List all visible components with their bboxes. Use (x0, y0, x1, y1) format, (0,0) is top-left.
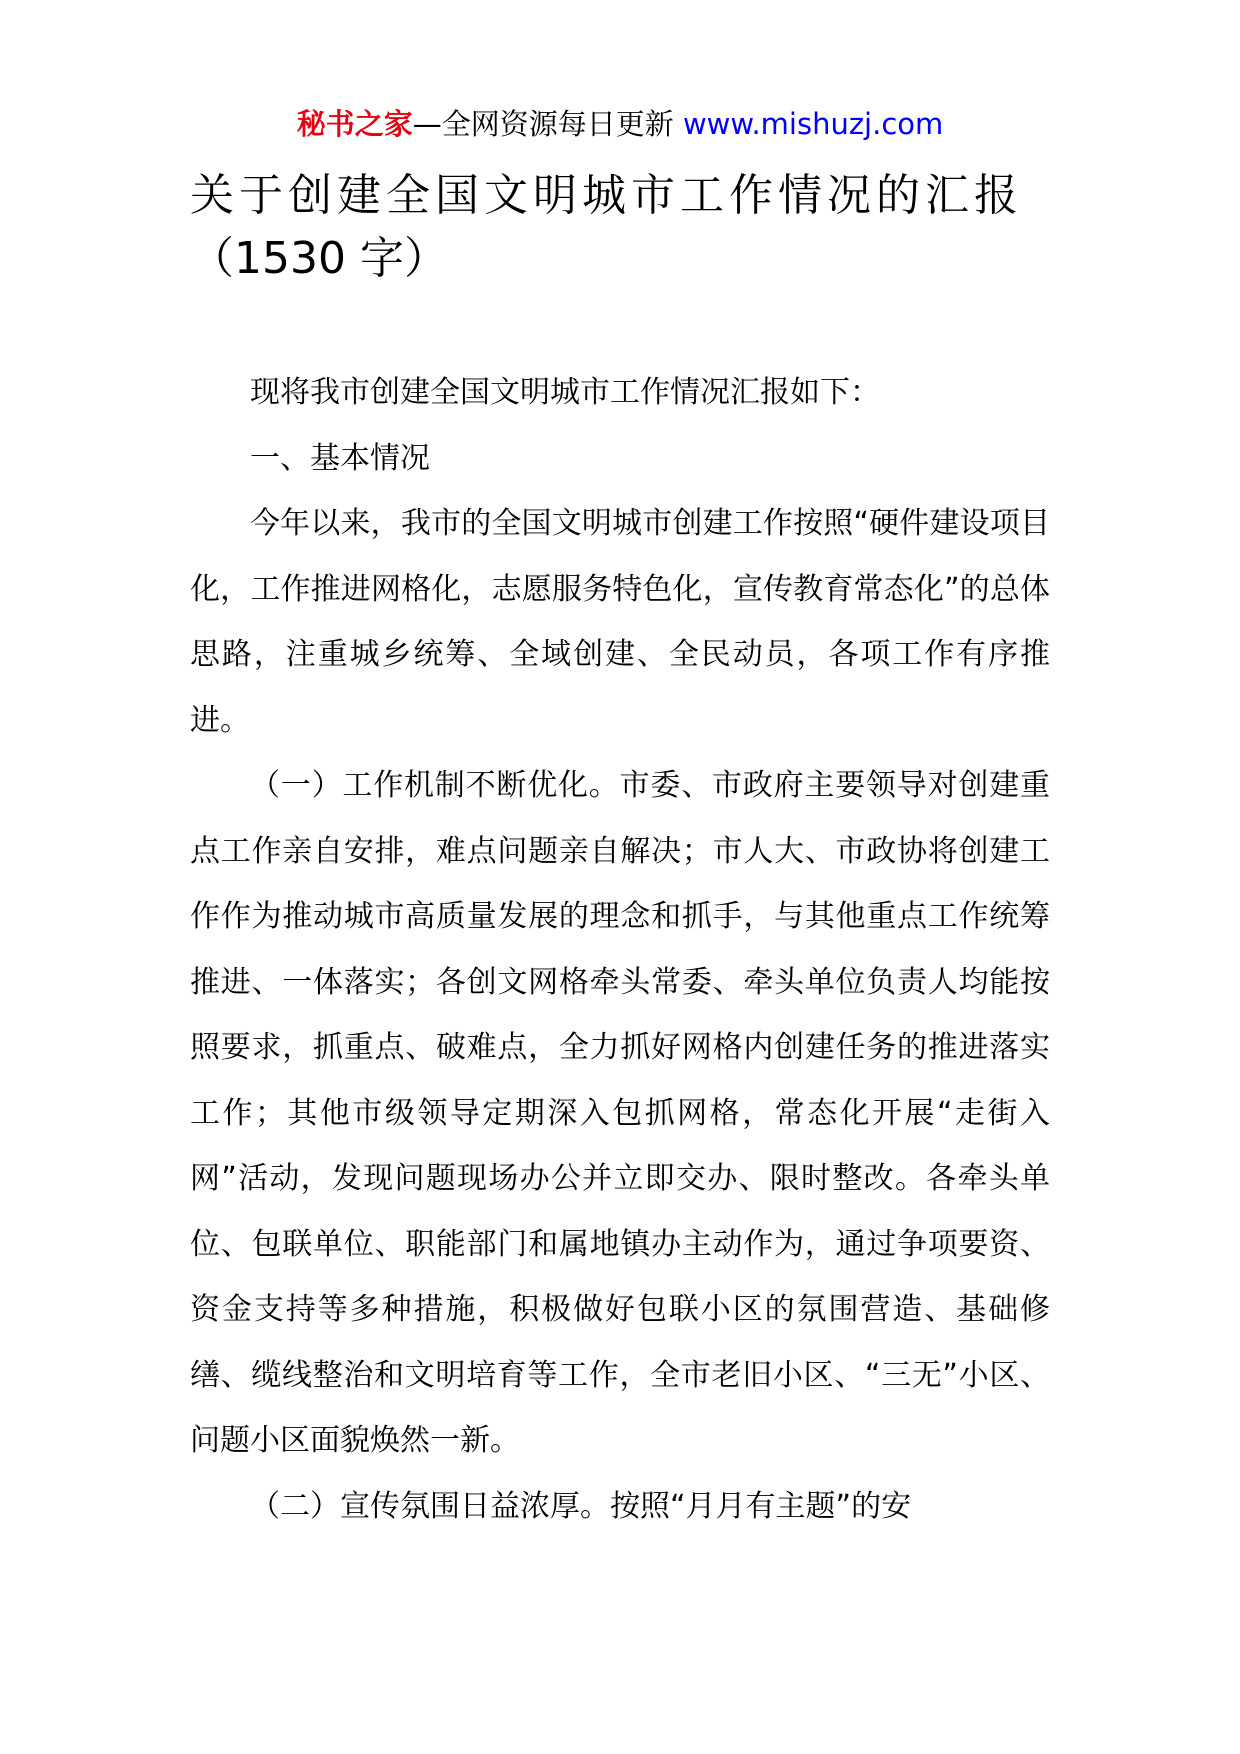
site-url-link[interactable]: www.mishuzj.com (682, 107, 944, 141)
site-slogan: —全网资源每日更新 (412, 107, 674, 141)
section-heading: 一、基本情况 (250, 440, 430, 476)
document-word-count: （1530 字） (190, 233, 448, 284)
body-paragraph: （二）宣传氛围日益浓厚。按照“月月有主题”的安 (250, 1488, 912, 1524)
intro-paragraph: 现将我市创建全国文明城市工作情况汇报如下： (250, 375, 880, 410)
body-paragraph: （一）工作机制不断优化。市委、市政府主要领导对创建重点工作亲自安排，难点问题亲自解决；市人大、市政协将创建工作作为推动城市高质量发展的理念和抓手，与其他重点工作统筹推进、一体落实；各创文网格牵头常委、牵头单位负责人均能按照要求，抓重点、破难点，全力抓好网格内创建任务的推进落实工作；其他市级领导定期深入包抓网格，常态化开展“走街入网”活动，发现问题现场办公并立即交办、限时整改。各牵头单位、包联单位、职能部门和属地镇办主动作为，通过争项要资、资金支持等多种措施，积极做好包联小区的氛围营造、基础修缮、缆线整治和文明培育等工作，全市老旧小区、“三无”小区、问题小区面貌焕然一新。 (190, 768, 1050, 1458)
document-title: 关于创建全国文明城市工作情况的汇报 (190, 170, 1023, 221)
site-header (0, 104, 1240, 144)
document-body (190, 360, 1050, 1539)
site-brand: 秘书之家 (296, 107, 413, 141)
body-paragraph: 今年以来，我市的全国文明城市创建工作按照“硬件建设项目化，工作推进网格化，志愿服务特色化，宣传教育常态化”的总体思路，注重城乡统筹、全域创建、全民动员，各项工作有序推进。 (190, 506, 1050, 738)
